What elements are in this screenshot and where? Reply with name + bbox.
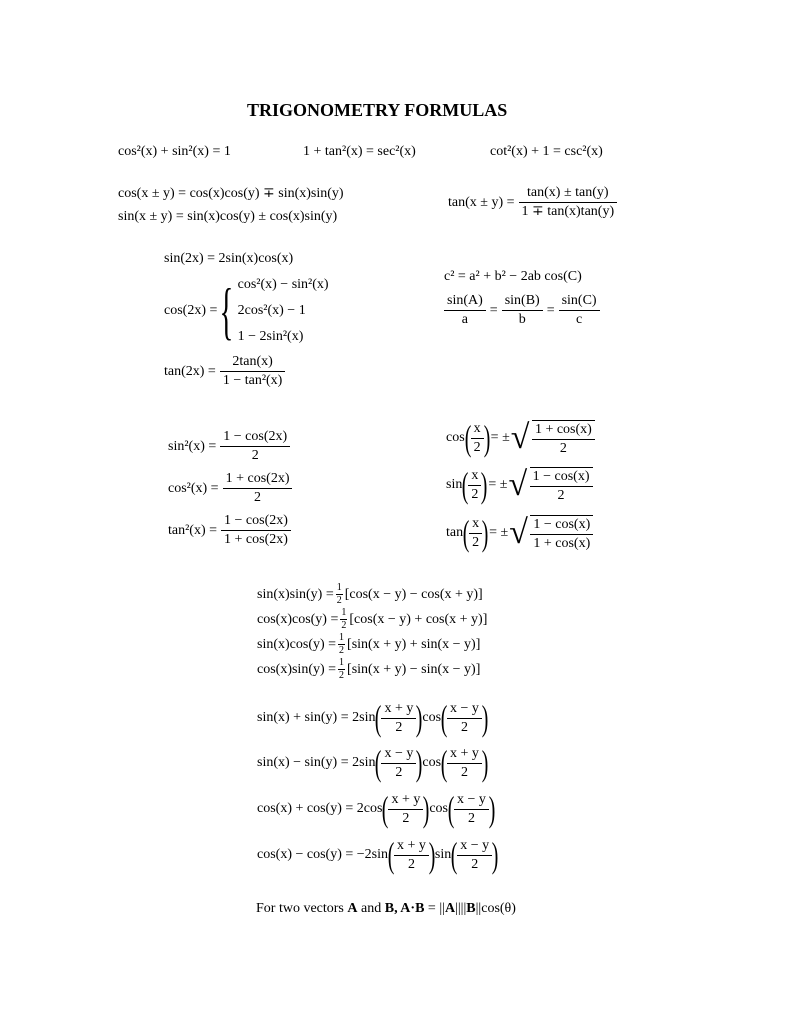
side-c: c (575, 312, 583, 327)
half-den: 2 (341, 620, 347, 631)
cos-double-case-3: 1 − 2sin²(x) (237, 329, 304, 344)
pts-2-lhs: cos(x)cos(y) = (257, 611, 339, 627)
sin-fn: sin (446, 477, 463, 492)
footer-text-5: ||cos(θ) (475, 901, 516, 916)
x-minus-y: x − y (454, 793, 489, 810)
x-plus-y: x + y (388, 793, 423, 810)
half-den: 2 (339, 645, 345, 656)
cos-half-sqrt (511, 420, 595, 456)
tan-double-lhs: tan(2x) = (164, 363, 216, 379)
tan-double-numerator: 2tan(x) (220, 355, 286, 372)
half-two: 2 (473, 439, 481, 455)
vector-a: A (347, 901, 358, 916)
x-plus-y: x + y (381, 702, 416, 719)
half-den: 2 (336, 595, 342, 606)
x-minus-y: x − y (381, 747, 416, 764)
vector-a-norm: A (444, 901, 456, 916)
half-x: x (471, 422, 484, 439)
tan-sum-fraction (519, 186, 618, 219)
cos-double-angle (164, 272, 329, 350)
two: 2 (460, 764, 468, 780)
tan-squared-reduction (168, 514, 291, 547)
cos-sq-numerator: 1 + cos(2x) (223, 472, 293, 489)
stp-1-lhs: sin(x) + sin(y) = 2sin (257, 710, 376, 725)
pts-1-rhs: [cos(x − y) − cos(x + y)] (344, 586, 483, 602)
sin-b: sin(B) (502, 294, 543, 311)
pts-4-rhs: [sin(x + y) − sin(x − y)] (347, 661, 481, 677)
tan-double-denominator: 1 − tan²(x) (222, 373, 283, 388)
sin-sum-formula: sin(x ± y) = sin(x)cos(y) ± cos(x)sin(y) (118, 209, 338, 224)
pythagorean-identity-3: cot²(x) + 1 = csc²(x) (490, 144, 603, 159)
x-plus-y: x + y (394, 839, 429, 856)
half-num: 1 (339, 657, 345, 668)
half-num: 1 (341, 607, 347, 618)
x-minus-y: x − y (457, 839, 492, 856)
cos-half-denominator: 2 (559, 441, 567, 456)
tan-sum-lhs: tan(x ± y) = (448, 194, 515, 210)
radical-icon: √ (509, 514, 528, 551)
footer-text-4: |||| (455, 901, 467, 916)
law-of-cosines: c² = a² + b² − 2ab cos(C) (444, 269, 582, 284)
tan-half-angle: tan ( $\frac{x}{2}$ ) = ± √ $\frac{1 - \cos(x)}{1 + \cos(x)}$ (446, 515, 593, 551)
cos-half-numerator: 1 + cos(x) (532, 423, 595, 440)
sin-fn: sin (434, 847, 452, 862)
half-den: 2 (339, 670, 345, 681)
sin-half-sqrt (508, 467, 592, 503)
cos-sq-denominator: 2 (254, 490, 262, 505)
cos-double-cases (217, 272, 328, 350)
side-a: a (461, 312, 468, 327)
sin-half-denominator: 2 (557, 488, 565, 503)
eq-plus-minus: = ± (490, 430, 510, 445)
x-minus-y: x − y (447, 702, 482, 719)
cos-fn: cos (446, 430, 465, 445)
cos-half-arg (471, 422, 484, 455)
pythagorean-identity-1: cos²(x) + sin²(x) = 1 (118, 144, 231, 159)
sin-a: sin(A) (444, 294, 486, 311)
pythagorean-identity-2: 1 + tan²(x) = sec²(x) (303, 144, 416, 159)
tan-double-fraction (220, 355, 286, 388)
two: 2 (407, 856, 415, 872)
pts-3-rhs: [sin(x + y) + sin(x − y)] (347, 636, 481, 652)
half-num: 1 (339, 632, 345, 643)
half-two: 2 (472, 534, 480, 550)
radical-icon: √ (510, 419, 530, 456)
tan-sq-numerator: 1 − cos(2x) (221, 514, 291, 531)
tan-sq-lhs: tan²(x) = (168, 522, 218, 538)
stp-4-lhs: cos(x) − cos(y) = −2sin (257, 847, 388, 862)
sum-to-product-3: cos(x) + cos(y) = 2cos ( $\frac{x + y}{2}$ ) cos ( $\frac{x - y}{2}$ ) (257, 789, 496, 829)
sum-to-product-4: cos(x) − cos(y) = −2sin ( $\frac{x + y}{2}$ ) sin ( $\frac{x - y}{2}$ ) (257, 835, 499, 875)
two: 2 (467, 810, 475, 826)
sum-to-product-1: sin(x) + sin(y) = 2sin ( $\frac{x + y}{2}$ ) cos ( $\frac{x - y}{2}$ ) (257, 698, 489, 738)
law-sines-frac-c (559, 294, 600, 327)
tan-sum-denominator: 1 ∓ tan(x)tan(y) (521, 204, 615, 219)
law-sines-frac-b (502, 294, 543, 327)
two: 2 (471, 856, 479, 872)
cos-sq-lhs: cos²(x) = (168, 480, 219, 496)
product-to-sum-2 (257, 608, 487, 631)
pts-2-rhs: [cos(x − y) + cos(x + y)] (349, 611, 488, 627)
vector-b-dot: B, A·B (384, 901, 425, 916)
footer-text-2: and (357, 901, 385, 916)
sin-sq-fraction (220, 430, 290, 463)
sin-sq-lhs: sin²(x) = (168, 438, 217, 454)
tan-half-numerator: 1 − cos(x) (530, 518, 593, 535)
page-title: TRIGONOMETRY FORMULAS (247, 100, 508, 120)
stp-3-lhs: cos(x) + cos(y) = 2cos (257, 801, 383, 816)
product-to-sum-3 (257, 633, 480, 656)
left-brace-icon: { (219, 275, 234, 346)
cos-fn: cos (422, 755, 442, 770)
law-of-sines: $\frac{\sin(A)}{a}$ = $\frac{\sin(B)}{b}$ = $\frac{\sin(C)}{c}$ (444, 294, 600, 327)
vector-b-norm: B (466, 901, 476, 916)
cos-sq-fraction (223, 472, 293, 505)
half-num: 1 (336, 582, 342, 593)
tan-sum-numerator: tan(x) ± tan(y) (519, 186, 618, 203)
eq-plus-minus: = ± (488, 477, 508, 492)
sin-half-angle: sin ( $\frac{x}{2}$ ) = ± √ $\frac{1 - \cos(x)}{2}$ (446, 467, 593, 503)
tan-sq-denominator: 1 + cos(2x) (224, 532, 288, 547)
sin-half-numerator: 1 − cos(x) (530, 470, 593, 487)
two: 2 (460, 719, 468, 735)
cos-fn: cos (422, 710, 442, 725)
cos-double-lhs: cos(2x) = (164, 303, 218, 318)
cos-sum-formula: cos(x ± y) = cos(x)cos(y) ∓ sin(x)sin(y) (118, 186, 344, 201)
x-plus-y: x + y (447, 747, 482, 764)
tan-sum-formula (448, 186, 617, 219)
law-sines-frac-a (444, 294, 486, 327)
cos-half-angle: cos ( $\frac{x}{2}$ ) = ± √ $\frac{1 + \cos(x)}{2}$ (446, 420, 595, 456)
sin-double-angle: sin(2x) = 2sin(x)cos(x) (164, 251, 294, 266)
half-x: x (468, 469, 481, 486)
sin-sq-numerator: 1 − cos(2x) (220, 430, 290, 447)
pts-3-lhs: sin(x)cos(y) = (257, 636, 337, 652)
two: 2 (395, 764, 403, 780)
sum-to-product-2: sin(x) − sin(y) = 2sin ( $\frac{x - y}{2}$ ) cos ( $\frac{x + y}{2}$ ) (257, 743, 489, 783)
pts-1-lhs: sin(x)sin(y) = (257, 586, 334, 602)
sin-c: sin(C) (559, 294, 600, 311)
footer-text-3: = || (424, 901, 445, 916)
radical-icon: √ (508, 466, 528, 503)
cos-double-case-1: cos²(x) − sin²(x) (237, 277, 329, 292)
tan-fn: tan (446, 525, 464, 540)
tan-half-denominator: 1 + cos(x) (533, 536, 591, 551)
pts-4-lhs: cos(x)sin(y) = (257, 661, 337, 677)
eq-plus-minus: = ± (489, 525, 509, 540)
side-b: b (518, 312, 526, 327)
dot-product-note (256, 902, 516, 916)
footer-text-1: For two vectors (256, 901, 348, 916)
cos-squared-reduction (168, 472, 292, 505)
cos-double-case-2: 2cos²(x) − 1 (237, 303, 306, 318)
stp-2-lhs: sin(x) − sin(y) = 2sin (257, 755, 376, 770)
tan-sq-fraction (221, 514, 291, 547)
sin-sq-denominator: 2 (251, 448, 259, 463)
sin-squared-reduction (168, 430, 290, 463)
product-to-sum-1 (257, 583, 483, 606)
two: 2 (395, 719, 403, 735)
two: 2 (402, 810, 410, 826)
half-x: x (469, 517, 482, 534)
tan-double-angle (164, 355, 285, 388)
product-to-sum-4 (257, 658, 480, 681)
tan-half-sqrt (509, 515, 593, 551)
cos-fn: cos (429, 801, 449, 816)
half-two: 2 (471, 486, 479, 502)
